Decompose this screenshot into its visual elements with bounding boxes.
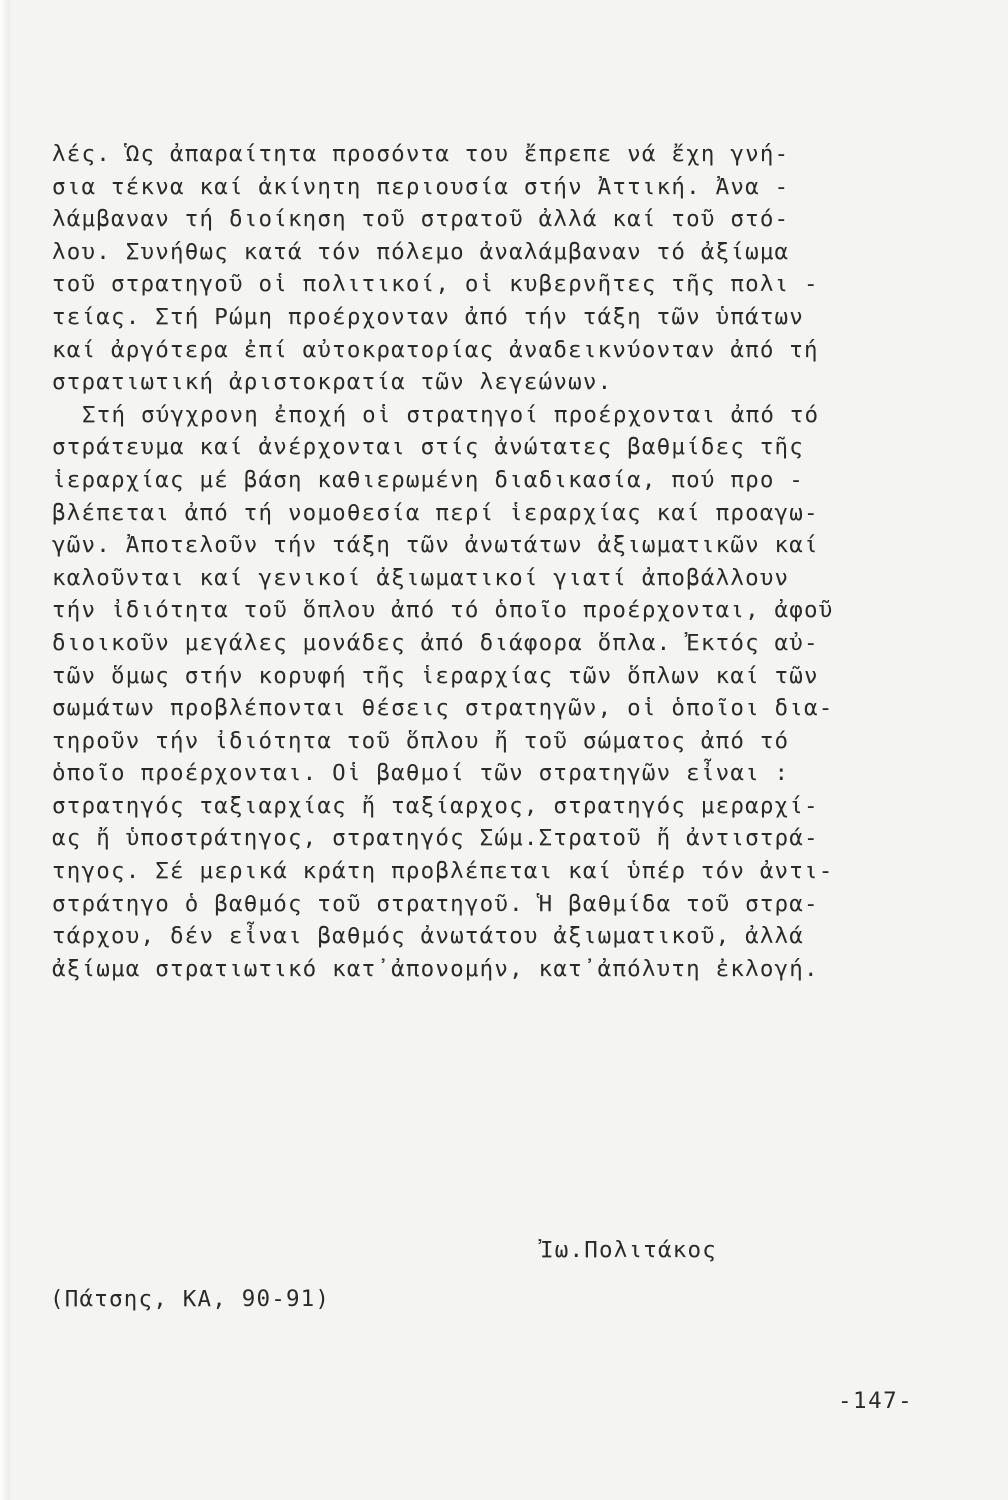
text-line: σια τέκνα καί ἀκίνητη περιουσία στήν Ἀττική. Ἀνα - (52, 173, 790, 200)
text-line: τάρχου, δέν εἶναι βαθμός ἀνωτάτου ἀξιωματικοῦ, ἀλλά (52, 923, 805, 950)
text-line: στρατηγός ταξιαρχίας ἤ ταξίαρχος, στρατηγός μεραρχί- (52, 792, 819, 819)
text-line: λάμβαναν τή διοίκηση τοῦ στρατοῦ ἀλλά καί τοῦ στό- (52, 206, 790, 233)
text-line: τηγος. Σέ μερικά κράτη προβλέπεται καί ὑπέρ τόν ἀντι- (52, 858, 834, 885)
body-text (52, 138, 952, 985)
page-edge (0, 0, 10, 1500)
text-line: τοῦ στρατηγοῦ οἱ πολιτικοί, οἱ κυβερνῆτες τῆς πολι - (52, 271, 819, 298)
text-line: λές. Ὡς ἀπαραίτητα προσόντα του ἔπρεπε νά ἔχη γνή- (52, 141, 790, 167)
text-line: καί ἀργότερα ἐπί αὐτοκρατορίας ἀναδεικνύονταν ἀπό τή (52, 336, 819, 363)
text-line: σωμάτων προβλέπονται θέσεις στρατηγῶν, οἱ ὁποῖοι δια- (52, 695, 834, 722)
text-line: ας ἤ ὑποστράτηγος, στρατηγός Σώμ.Στρατοῦ ἤ ἀντιστρά- (52, 825, 819, 852)
text-line: τήν ἰδιότητα τοῦ ὅπλου ἀπό τό ὁποῖο προέρχονται, ἀφοῦ (52, 597, 834, 624)
text-line: ἱεραρχίας μέ βάση καθιερωμένη διαδικασία, πού προ - (52, 466, 805, 493)
text-line: στρατιωτική ἀριστοκρατία τῶν λεγεώνων. (52, 369, 613, 396)
text-line: γῶν. Ἀποτελοῦν τήν τάξη τῶν ἀνωτάτων ἀξιωματικῶν καί (52, 532, 819, 559)
text-line: στράτηγο ὁ βαθμός τοῦ στρατηγοῦ. Ἡ βαθμίδα τοῦ στρα- (52, 890, 819, 917)
text-line: διοικοῦν μεγάλες μονάδες ἀπό διάφορα ὅπλα. Ἐκτός αὐ- (52, 629, 819, 656)
paragraph-start-line: Στή σύγχρονη ἐποχή οἱ στρατηγοί προέρχονται ἀπό τό (82, 401, 820, 428)
text-line: τείας. Στή Ρώμη προέρχονταν ἀπό τήν τάξη τῶν ὑπάτων (52, 303, 805, 330)
text-line: τηροῦν τήν ἰδιότητα τοῦ ὅπλου ἤ τοῦ σώματος ἀπό τό (52, 727, 790, 754)
source-citation: (Πάτσης, ΚΑ, 90-91) (50, 1286, 331, 1312)
page-number: -147- (838, 1388, 914, 1414)
text-line: τῶν ὅμως στήν κορυφή τῆς ἱεραρχίας τῶν ὅπλων καί τῶν (52, 662, 819, 689)
text-line: στράτευμα καί ἀνέρχονται στίς ἀνώτατες βαθμίδες τῆς (52, 434, 805, 461)
text-line: ὁποῖο προέρχονται. Οἱ βαθμοί τῶν στρατηγῶν εἶναι : (52, 760, 790, 787)
text-line: βλέπεται ἀπό τή νομοθεσία περί ἱεραρχίας καί προαγω- (52, 499, 819, 526)
author-signature: Ἰω.Πολιτάκος (540, 1237, 717, 1263)
text-line: ἀξίωμα στρατιωτικό κατ᾽ἀπονομήν, κατ᾽ἀπόλυτη ἐκλογή. (52, 955, 819, 982)
text-line: λου. Συνήθως κατά τόν πόλεμο ἀναλάμβαναν τό ἀξίωμα (52, 238, 790, 265)
text-line: καλοῦνται καί γενικοί ἀξιωματικοί γιατί ἀποβάλλουν (52, 564, 790, 591)
